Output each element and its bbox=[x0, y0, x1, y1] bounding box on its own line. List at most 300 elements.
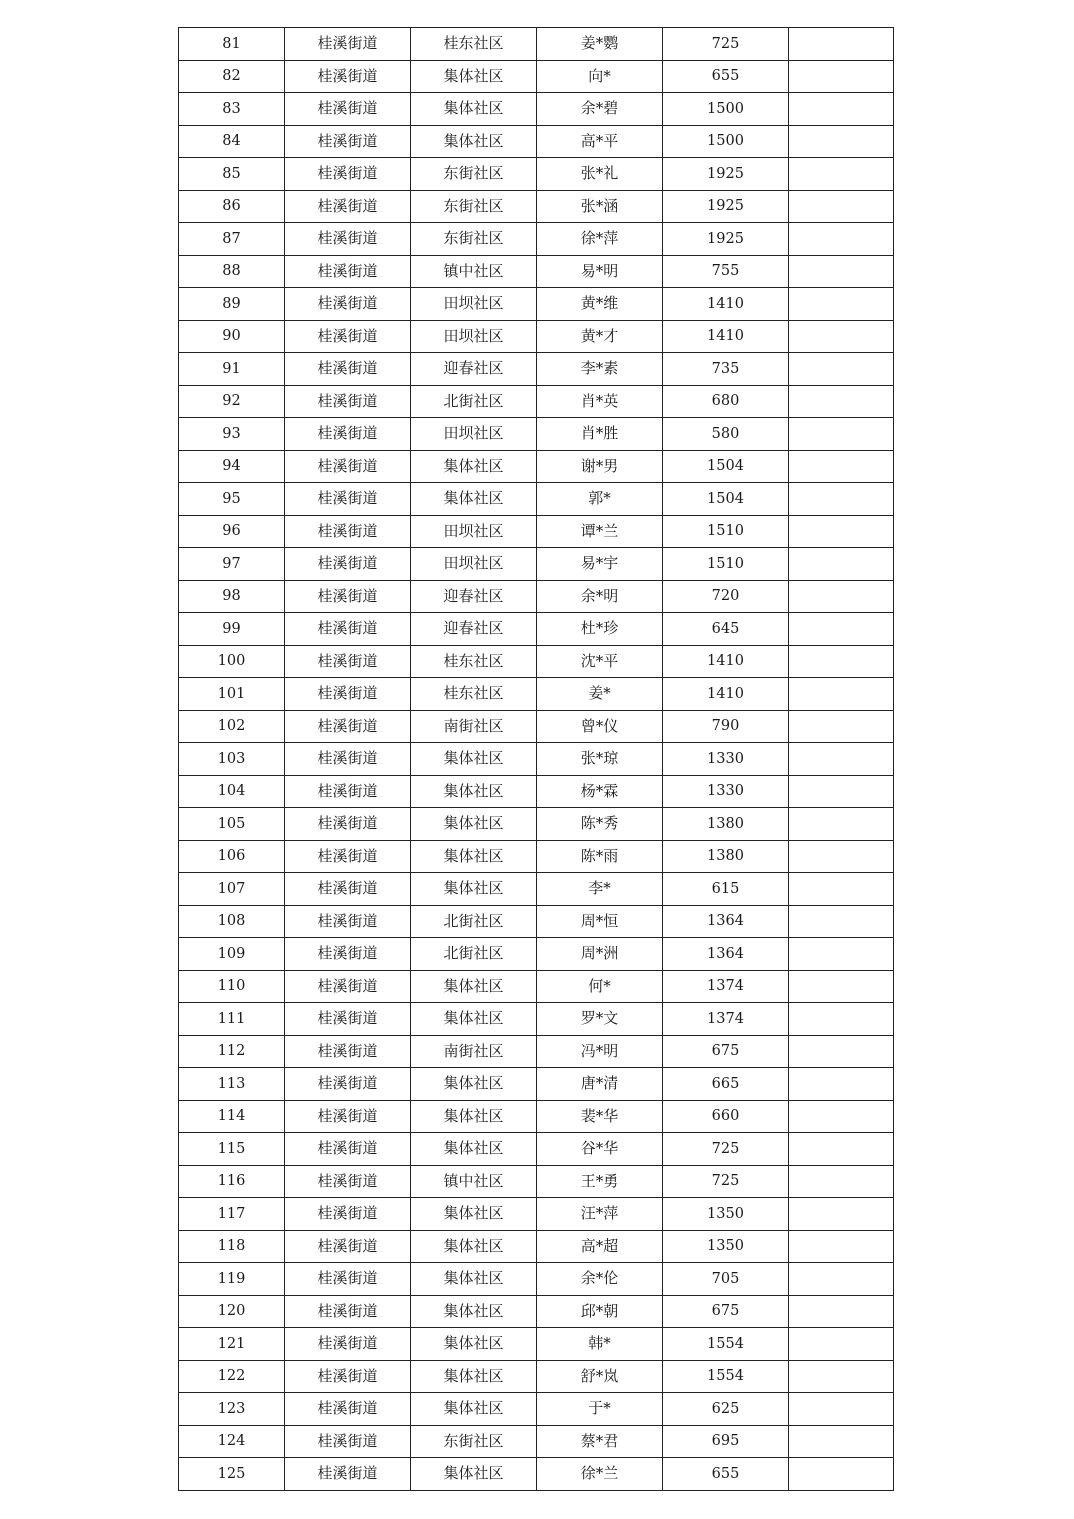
remark-cell bbox=[789, 255, 894, 288]
remark-cell bbox=[789, 28, 894, 61]
name-cell: 冯*明 bbox=[537, 1035, 663, 1068]
remark-cell bbox=[789, 580, 894, 613]
amount-cell: 1504 bbox=[663, 483, 789, 516]
table-row bbox=[179, 743, 894, 776]
remark-cell bbox=[789, 775, 894, 808]
amount-cell: 735 bbox=[663, 353, 789, 386]
table-row bbox=[179, 1328, 894, 1361]
row-number-cell: 105 bbox=[179, 808, 285, 841]
community-cell: 集体社区 bbox=[411, 125, 537, 158]
row-number-cell: 84 bbox=[179, 125, 285, 158]
remark-cell bbox=[789, 1198, 894, 1231]
amount-cell: 660 bbox=[663, 1100, 789, 1133]
community-cell: 镇中社区 bbox=[411, 255, 537, 288]
amount-cell: 1500 bbox=[663, 93, 789, 126]
row-number-cell: 113 bbox=[179, 1068, 285, 1101]
street-cell: 桂溪街道 bbox=[285, 580, 411, 613]
table-row bbox=[179, 1458, 894, 1491]
community-cell: 迎春社区 bbox=[411, 353, 537, 386]
amount-cell: 1510 bbox=[663, 548, 789, 581]
name-cell: 易*宇 bbox=[537, 548, 663, 581]
table-row bbox=[179, 1035, 894, 1068]
street-cell: 桂溪街道 bbox=[285, 353, 411, 386]
row-number-cell: 88 bbox=[179, 255, 285, 288]
community-cell: 集体社区 bbox=[411, 1263, 537, 1296]
amount-cell: 1554 bbox=[663, 1328, 789, 1361]
amount-cell: 1410 bbox=[663, 288, 789, 321]
row-number-cell: 96 bbox=[179, 515, 285, 548]
street-cell: 桂溪街道 bbox=[285, 970, 411, 1003]
name-cell: 罗*文 bbox=[537, 1003, 663, 1036]
row-number-cell: 99 bbox=[179, 613, 285, 646]
remark-cell bbox=[789, 645, 894, 678]
name-cell: 肖*英 bbox=[537, 385, 663, 418]
remark-cell bbox=[789, 613, 894, 646]
row-number-cell: 86 bbox=[179, 190, 285, 223]
name-cell: 余*明 bbox=[537, 580, 663, 613]
name-cell: 王*勇 bbox=[537, 1165, 663, 1198]
street-cell: 桂溪街道 bbox=[285, 1458, 411, 1491]
amount-cell: 1504 bbox=[663, 450, 789, 483]
community-cell: 田坝社区 bbox=[411, 548, 537, 581]
community-cell: 东街社区 bbox=[411, 158, 537, 191]
table-row bbox=[179, 93, 894, 126]
street-cell: 桂溪街道 bbox=[285, 678, 411, 711]
row-number-cell: 124 bbox=[179, 1425, 285, 1458]
table-row bbox=[179, 353, 894, 386]
table-row bbox=[179, 1393, 894, 1426]
name-cell: 张*琼 bbox=[537, 743, 663, 776]
name-cell: 向* bbox=[537, 60, 663, 93]
table-row bbox=[179, 60, 894, 93]
amount-cell: 1554 bbox=[663, 1360, 789, 1393]
name-cell: 黄*维 bbox=[537, 288, 663, 321]
amount-cell: 790 bbox=[663, 710, 789, 743]
row-number-cell: 125 bbox=[179, 1458, 285, 1491]
row-number-cell: 115 bbox=[179, 1133, 285, 1166]
remark-cell bbox=[789, 1230, 894, 1263]
table-row bbox=[179, 190, 894, 223]
street-cell: 桂溪街道 bbox=[285, 255, 411, 288]
table-row bbox=[179, 678, 894, 711]
name-cell: 陈*秀 bbox=[537, 808, 663, 841]
table-row bbox=[179, 873, 894, 906]
row-number-cell: 94 bbox=[179, 450, 285, 483]
remark-cell bbox=[789, 678, 894, 711]
remark-cell bbox=[789, 1393, 894, 1426]
name-cell: 李* bbox=[537, 873, 663, 906]
name-cell: 于* bbox=[537, 1393, 663, 1426]
amount-cell: 1410 bbox=[663, 678, 789, 711]
remark-cell bbox=[789, 1328, 894, 1361]
row-number-cell: 89 bbox=[179, 288, 285, 321]
row-number-cell: 119 bbox=[179, 1263, 285, 1296]
remark-cell bbox=[789, 840, 894, 873]
remark-cell bbox=[789, 125, 894, 158]
amount-cell: 1925 bbox=[663, 223, 789, 256]
amount-cell: 755 bbox=[663, 255, 789, 288]
street-cell: 桂溪街道 bbox=[285, 190, 411, 223]
amount-cell: 655 bbox=[663, 1458, 789, 1491]
remark-cell bbox=[789, 450, 894, 483]
row-number-cell: 97 bbox=[179, 548, 285, 581]
amount-cell: 725 bbox=[663, 28, 789, 61]
amount-cell: 1364 bbox=[663, 938, 789, 971]
street-cell: 桂溪街道 bbox=[285, 515, 411, 548]
name-cell: 何* bbox=[537, 970, 663, 1003]
remark-cell bbox=[789, 808, 894, 841]
name-cell: 肖*胜 bbox=[537, 418, 663, 451]
street-cell: 桂溪街道 bbox=[285, 1198, 411, 1231]
row-number-cell: 103 bbox=[179, 743, 285, 776]
remark-cell bbox=[789, 93, 894, 126]
name-cell: 谭*兰 bbox=[537, 515, 663, 548]
street-cell: 桂溪街道 bbox=[285, 1068, 411, 1101]
row-number-cell: 101 bbox=[179, 678, 285, 711]
amount-cell: 1510 bbox=[663, 515, 789, 548]
remark-cell bbox=[789, 1100, 894, 1133]
community-cell: 集体社区 bbox=[411, 1328, 537, 1361]
row-number-cell: 85 bbox=[179, 158, 285, 191]
street-cell: 桂溪街道 bbox=[285, 1263, 411, 1296]
community-cell: 集体社区 bbox=[411, 1393, 537, 1426]
table-row bbox=[179, 548, 894, 581]
row-number-cell: 83 bbox=[179, 93, 285, 126]
name-cell: 汪*萍 bbox=[537, 1198, 663, 1231]
row-number-cell: 93 bbox=[179, 418, 285, 451]
street-cell: 桂溪街道 bbox=[285, 775, 411, 808]
table-row bbox=[179, 223, 894, 256]
community-cell: 南街社区 bbox=[411, 710, 537, 743]
table-row bbox=[179, 1295, 894, 1328]
amount-cell: 655 bbox=[663, 60, 789, 93]
amount-cell: 705 bbox=[663, 1263, 789, 1296]
community-cell: 田坝社区 bbox=[411, 320, 537, 353]
table-row bbox=[179, 840, 894, 873]
row-number-cell: 110 bbox=[179, 970, 285, 1003]
remark-cell bbox=[789, 548, 894, 581]
table-row bbox=[179, 320, 894, 353]
table-row bbox=[179, 808, 894, 841]
remark-cell bbox=[789, 1165, 894, 1198]
row-number-cell: 81 bbox=[179, 28, 285, 61]
street-cell: 桂溪街道 bbox=[285, 1003, 411, 1036]
name-cell: 谢*男 bbox=[537, 450, 663, 483]
row-number-cell: 104 bbox=[179, 775, 285, 808]
community-cell: 田坝社区 bbox=[411, 418, 537, 451]
name-cell: 徐*萍 bbox=[537, 223, 663, 256]
amount-cell: 675 bbox=[663, 1295, 789, 1328]
community-cell: 集体社区 bbox=[411, 60, 537, 93]
table-row bbox=[179, 515, 894, 548]
name-cell: 周*洲 bbox=[537, 938, 663, 971]
table-row bbox=[179, 580, 894, 613]
name-cell: 李*素 bbox=[537, 353, 663, 386]
name-cell: 高*平 bbox=[537, 125, 663, 158]
remark-cell bbox=[789, 223, 894, 256]
remark-cell bbox=[789, 483, 894, 516]
amount-cell: 665 bbox=[663, 1068, 789, 1101]
amount-cell: 695 bbox=[663, 1425, 789, 1458]
table-row bbox=[179, 970, 894, 1003]
street-cell: 桂溪街道 bbox=[285, 1295, 411, 1328]
name-cell: 曾*仪 bbox=[537, 710, 663, 743]
row-number-cell: 106 bbox=[179, 840, 285, 873]
name-cell: 易*明 bbox=[537, 255, 663, 288]
name-cell: 舒*岚 bbox=[537, 1360, 663, 1393]
street-cell: 桂溪街道 bbox=[285, 613, 411, 646]
remark-cell bbox=[789, 60, 894, 93]
name-cell: 姜* bbox=[537, 678, 663, 711]
row-number-cell: 90 bbox=[179, 320, 285, 353]
name-cell: 陈*雨 bbox=[537, 840, 663, 873]
community-cell: 集体社区 bbox=[411, 1100, 537, 1133]
amount-cell: 675 bbox=[663, 1035, 789, 1068]
amount-cell: 615 bbox=[663, 873, 789, 906]
table-row bbox=[179, 288, 894, 321]
street-cell: 桂溪街道 bbox=[285, 60, 411, 93]
table-row bbox=[179, 613, 894, 646]
row-number-cell: 98 bbox=[179, 580, 285, 613]
amount-cell: 1374 bbox=[663, 1003, 789, 1036]
amount-cell: 1925 bbox=[663, 158, 789, 191]
community-cell: 北街社区 bbox=[411, 905, 537, 938]
street-cell: 桂溪街道 bbox=[285, 1328, 411, 1361]
name-cell: 蔡*君 bbox=[537, 1425, 663, 1458]
row-number-cell: 100 bbox=[179, 645, 285, 678]
community-cell: 集体社区 bbox=[411, 1458, 537, 1491]
amount-cell: 645 bbox=[663, 613, 789, 646]
row-number-cell: 95 bbox=[179, 483, 285, 516]
remark-cell bbox=[789, 938, 894, 971]
remark-cell bbox=[789, 743, 894, 776]
remark-cell bbox=[789, 320, 894, 353]
name-cell: 谷*华 bbox=[537, 1133, 663, 1166]
community-cell: 南街社区 bbox=[411, 1035, 537, 1068]
row-number-cell: 111 bbox=[179, 1003, 285, 1036]
name-cell: 徐*兰 bbox=[537, 1458, 663, 1491]
row-number-cell: 107 bbox=[179, 873, 285, 906]
street-cell: 桂溪街道 bbox=[285, 905, 411, 938]
remark-cell bbox=[789, 1425, 894, 1458]
name-cell: 邱*朝 bbox=[537, 1295, 663, 1328]
amount-cell: 1374 bbox=[663, 970, 789, 1003]
remark-cell bbox=[789, 158, 894, 191]
table-row bbox=[179, 28, 894, 61]
amount-cell: 1925 bbox=[663, 190, 789, 223]
row-number-cell: 122 bbox=[179, 1360, 285, 1393]
community-cell: 集体社区 bbox=[411, 1068, 537, 1101]
name-cell: 余*伦 bbox=[537, 1263, 663, 1296]
name-cell: 高*超 bbox=[537, 1230, 663, 1263]
street-cell: 桂溪街道 bbox=[285, 28, 411, 61]
table-row bbox=[179, 905, 894, 938]
row-number-cell: 91 bbox=[179, 353, 285, 386]
community-cell: 东街社区 bbox=[411, 223, 537, 256]
row-number-cell: 117 bbox=[179, 1198, 285, 1231]
name-cell: 张*礼 bbox=[537, 158, 663, 191]
row-number-cell: 120 bbox=[179, 1295, 285, 1328]
row-number-cell: 123 bbox=[179, 1393, 285, 1426]
remark-cell bbox=[789, 353, 894, 386]
document-table-container bbox=[178, 27, 894, 1491]
street-cell: 桂溪街道 bbox=[285, 1425, 411, 1458]
community-cell: 北街社区 bbox=[411, 385, 537, 418]
remark-cell bbox=[789, 1295, 894, 1328]
remark-cell bbox=[789, 385, 894, 418]
name-cell: 杨*霖 bbox=[537, 775, 663, 808]
remark-cell bbox=[789, 1003, 894, 1036]
street-cell: 桂溪街道 bbox=[285, 483, 411, 516]
street-cell: 桂溪街道 bbox=[285, 1393, 411, 1426]
community-cell: 田坝社区 bbox=[411, 288, 537, 321]
table-row bbox=[179, 255, 894, 288]
community-cell: 集体社区 bbox=[411, 1198, 537, 1231]
name-cell: 黄*才 bbox=[537, 320, 663, 353]
community-cell: 集体社区 bbox=[411, 840, 537, 873]
community-cell: 桂东社区 bbox=[411, 645, 537, 678]
street-cell: 桂溪街道 bbox=[285, 743, 411, 776]
street-cell: 桂溪街道 bbox=[285, 320, 411, 353]
table-row bbox=[179, 1360, 894, 1393]
street-cell: 桂溪街道 bbox=[285, 548, 411, 581]
table-row bbox=[179, 1425, 894, 1458]
street-cell: 桂溪街道 bbox=[285, 710, 411, 743]
table-row bbox=[179, 1068, 894, 1101]
amount-cell: 1410 bbox=[663, 645, 789, 678]
community-cell: 桂东社区 bbox=[411, 28, 537, 61]
name-cell: 杜*珍 bbox=[537, 613, 663, 646]
street-cell: 桂溪街道 bbox=[285, 873, 411, 906]
table-row bbox=[179, 1003, 894, 1036]
street-cell: 桂溪街道 bbox=[285, 1165, 411, 1198]
row-number-cell: 109 bbox=[179, 938, 285, 971]
community-cell: 集体社区 bbox=[411, 1133, 537, 1166]
community-cell: 集体社区 bbox=[411, 873, 537, 906]
street-cell: 桂溪街道 bbox=[285, 450, 411, 483]
community-cell: 迎春社区 bbox=[411, 613, 537, 646]
community-cell: 集体社区 bbox=[411, 1295, 537, 1328]
remark-cell bbox=[789, 1360, 894, 1393]
amount-cell: 720 bbox=[663, 580, 789, 613]
community-cell: 集体社区 bbox=[411, 775, 537, 808]
row-number-cell: 114 bbox=[179, 1100, 285, 1133]
name-cell: 姜*鹦 bbox=[537, 28, 663, 61]
community-cell: 集体社区 bbox=[411, 1003, 537, 1036]
table-row bbox=[179, 1100, 894, 1133]
amount-cell: 580 bbox=[663, 418, 789, 451]
subsidy-list-table bbox=[178, 27, 894, 1491]
remark-cell bbox=[789, 710, 894, 743]
amount-cell: 725 bbox=[663, 1165, 789, 1198]
street-cell: 桂溪街道 bbox=[285, 385, 411, 418]
street-cell: 桂溪街道 bbox=[285, 1360, 411, 1393]
community-cell: 集体社区 bbox=[411, 970, 537, 1003]
amount-cell: 1330 bbox=[663, 775, 789, 808]
community-cell: 集体社区 bbox=[411, 808, 537, 841]
name-cell: 唐*清 bbox=[537, 1068, 663, 1101]
community-cell: 桂东社区 bbox=[411, 678, 537, 711]
street-cell: 桂溪街道 bbox=[285, 808, 411, 841]
street-cell: 桂溪街道 bbox=[285, 418, 411, 451]
row-number-cell: 92 bbox=[179, 385, 285, 418]
name-cell: 郭* bbox=[537, 483, 663, 516]
row-number-cell: 108 bbox=[179, 905, 285, 938]
remark-cell bbox=[789, 288, 894, 321]
amount-cell: 1410 bbox=[663, 320, 789, 353]
table-row bbox=[179, 385, 894, 418]
amount-cell: 1364 bbox=[663, 905, 789, 938]
street-cell: 桂溪街道 bbox=[285, 938, 411, 971]
amount-cell: 1500 bbox=[663, 125, 789, 158]
amount-cell: 625 bbox=[663, 1393, 789, 1426]
street-cell: 桂溪街道 bbox=[285, 125, 411, 158]
table-row bbox=[179, 1165, 894, 1198]
table-row bbox=[179, 1230, 894, 1263]
community-cell: 集体社区 bbox=[411, 1230, 537, 1263]
remark-cell bbox=[789, 190, 894, 223]
street-cell: 桂溪街道 bbox=[285, 1230, 411, 1263]
name-cell: 裴*华 bbox=[537, 1100, 663, 1133]
street-cell: 桂溪街道 bbox=[285, 840, 411, 873]
street-cell: 桂溪街道 bbox=[285, 223, 411, 256]
community-cell: 北街社区 bbox=[411, 938, 537, 971]
table-row bbox=[179, 125, 894, 158]
community-cell: 集体社区 bbox=[411, 450, 537, 483]
table-row bbox=[179, 1263, 894, 1296]
remark-cell bbox=[789, 970, 894, 1003]
remark-cell bbox=[789, 1458, 894, 1491]
name-cell: 余*碧 bbox=[537, 93, 663, 126]
row-number-cell: 102 bbox=[179, 710, 285, 743]
amount-cell: 1350 bbox=[663, 1230, 789, 1263]
table-body bbox=[179, 28, 894, 1491]
table-row bbox=[179, 1133, 894, 1166]
amount-cell: 725 bbox=[663, 1133, 789, 1166]
street-cell: 桂溪街道 bbox=[285, 1100, 411, 1133]
name-cell: 韩* bbox=[537, 1328, 663, 1361]
community-cell: 集体社区 bbox=[411, 1360, 537, 1393]
row-number-cell: 116 bbox=[179, 1165, 285, 1198]
remark-cell bbox=[789, 1133, 894, 1166]
remark-cell bbox=[789, 515, 894, 548]
table-row bbox=[179, 450, 894, 483]
table-row bbox=[179, 710, 894, 743]
street-cell: 桂溪街道 bbox=[285, 93, 411, 126]
remark-cell bbox=[789, 873, 894, 906]
row-number-cell: 118 bbox=[179, 1230, 285, 1263]
remark-cell bbox=[789, 1263, 894, 1296]
street-cell: 桂溪街道 bbox=[285, 1133, 411, 1166]
row-number-cell: 121 bbox=[179, 1328, 285, 1361]
table-row bbox=[179, 483, 894, 516]
amount-cell: 1330 bbox=[663, 743, 789, 776]
row-number-cell: 87 bbox=[179, 223, 285, 256]
amount-cell: 1380 bbox=[663, 808, 789, 841]
remark-cell bbox=[789, 418, 894, 451]
street-cell: 桂溪街道 bbox=[285, 158, 411, 191]
street-cell: 桂溪街道 bbox=[285, 288, 411, 321]
row-number-cell: 82 bbox=[179, 60, 285, 93]
table-row bbox=[179, 418, 894, 451]
row-number-cell: 112 bbox=[179, 1035, 285, 1068]
street-cell: 桂溪街道 bbox=[285, 1035, 411, 1068]
remark-cell bbox=[789, 905, 894, 938]
table-row bbox=[179, 775, 894, 808]
table-row bbox=[179, 645, 894, 678]
remark-cell bbox=[789, 1035, 894, 1068]
community-cell: 迎春社区 bbox=[411, 580, 537, 613]
